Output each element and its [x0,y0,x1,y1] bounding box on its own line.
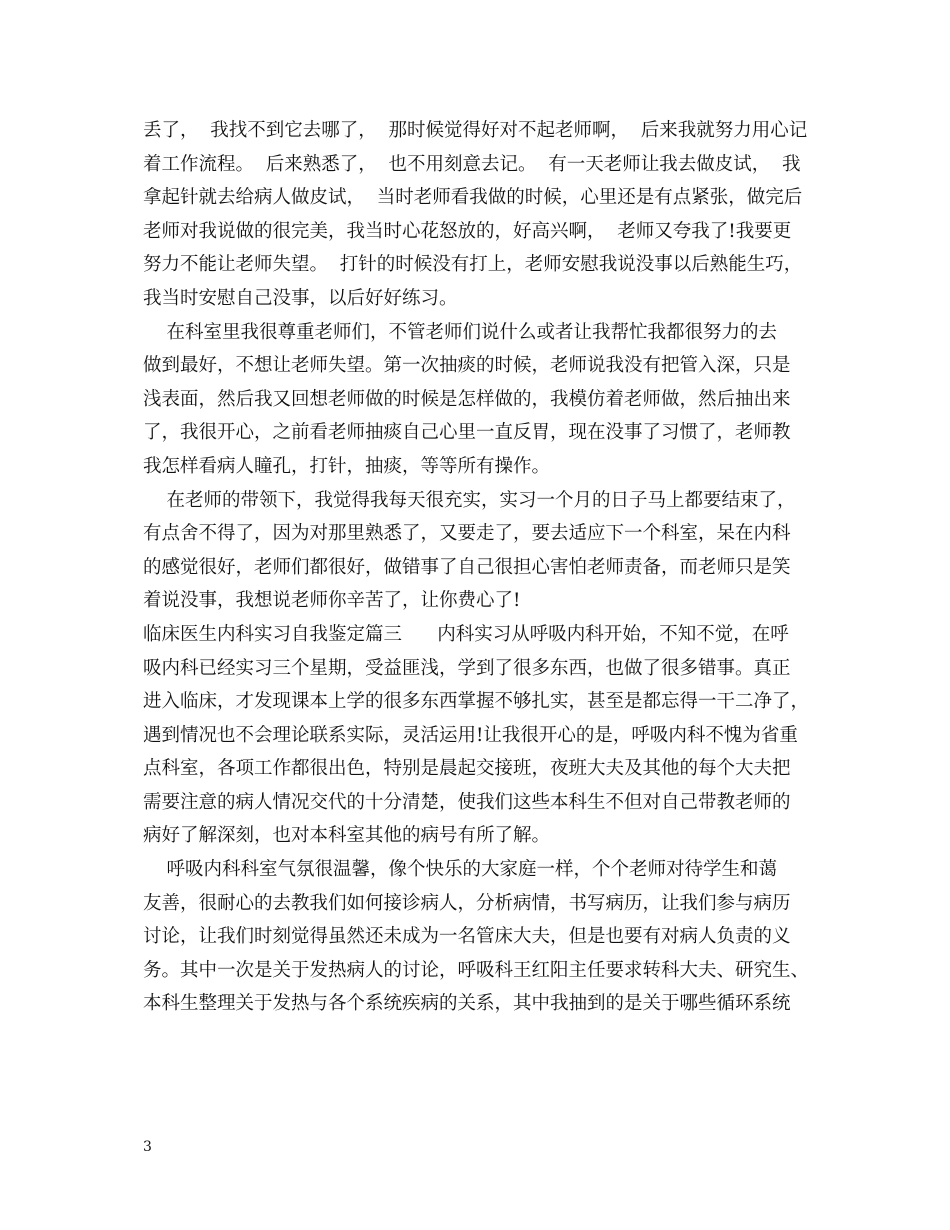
text-line: 遇到情况也不会理论联系实际，灵活运用!让我很开心的是，呼吸内科不愧为省重 [143,724,798,746]
text-line: 呼吸内科科室气氛很温馨，像个快乐的大家庭一样，个个老师对待学生和蔼 [143,859,778,881]
text-line: 在科室里我很尊重老师们，不管老师们说什么或者让我帮忙我都很努力的去 [143,321,778,343]
text-line: 友善，很耐心的去教我们如何接诊病人，分析病情，书写病历，让我们参与病历 [143,892,791,914]
text-line: 病好了解深刻，也对本科室其他的病号有所了解。 [143,825,551,847]
text-line: 丢了， 我找不到它去哪了， 那时候觉得好对不起老师啊， 后来我就努力用心记 [143,120,808,141]
section-heading-line: 临床医生内科实习自我鉴定篇三 内科实习从呼吸内科开始，不知不觉，在呼 [143,623,789,645]
text-line: 我怎样看病人瞳孔，打针，抽痰，等等所有操作。 [143,455,551,477]
text-line: 点科室，各项工作都很出色，特别是晨起交接班，夜班大夫及其他的每个大夫把 [143,758,791,780]
text-line: 我当时安慰自己没事，以后好好练习。 [143,287,458,309]
text-line: 本科生整理关于发热与各个系统疾病的关系，其中我抽到的是关于哪些循环系统 [143,993,791,1015]
text-line: 着工作流程。 后来熟悉了， 也不用刻意去记。 有一天老师让我去做皮试， 我 [143,153,801,175]
page-number: 3 [143,1139,152,1155]
text-line: 务。其中一次是关于发热病人的讨论，呼吸科王红阳主任要求转科大夫、研究生、 [143,959,810,981]
text-line: 进入临床，才发现课本上学的很多东西掌握不够扎实，甚至是都忘得一干二净了， [143,691,810,713]
text-line: 努力不能让老师失望。 打针的时候没有打上，老师安慰我说没事以后熟能生巧， [143,254,803,276]
text-line: 浅表面，然后我又回想老师做的时候是怎样做的，我模仿着老师做，然后抽出来 [143,388,791,410]
text-line: 吸内科已经实习三个星期，受益匪浅，学到了很多东西，也做了很多错事。真正 [143,657,791,679]
text-line: 着说没事，我想说老师你辛苦了，让你费心了! [143,590,521,612]
text-line: 的感觉很好，老师们都很好，做错事了自己很担心害怕老师责备，而老师只是笑 [143,556,791,578]
text-line: 有点舍不得了，因为对那里熟悉了，又要走了，要去适应下一个科室，呆在内科 [143,523,791,545]
text-line: 做到最好，不想让老师失望。第一次抽痰的时候，老师说我没有把管入深，只是 [143,355,791,377]
body-text [143,114,823,1021]
text-line: 老师对我说做的很完美，我当时心花怒放的，好高兴啊， 老师又夸我了!我要更 [143,220,792,242]
text-line: 拿起针就去给病人做皮试， 当时老师看我做的时候，心里还是有点紧张，做完后 [143,187,803,209]
text-line: 讨论，让我们时刻觉得虽然还未成为一名管床大夫，但是也要有对病人负责的义 [143,926,791,948]
text-line: 在老师的带领下，我觉得我每天很充实，实习一个月的日子马上都要结束了， [143,489,796,511]
text-line: 了，我很开心，之前看老师抽痰自己心里一直反胃，现在没事了习惯了，老师教 [143,422,791,444]
text-line: 需要注意的病人情况交代的十分清楚，使我们这些本科生不但对自己带教老师的 [143,791,791,813]
